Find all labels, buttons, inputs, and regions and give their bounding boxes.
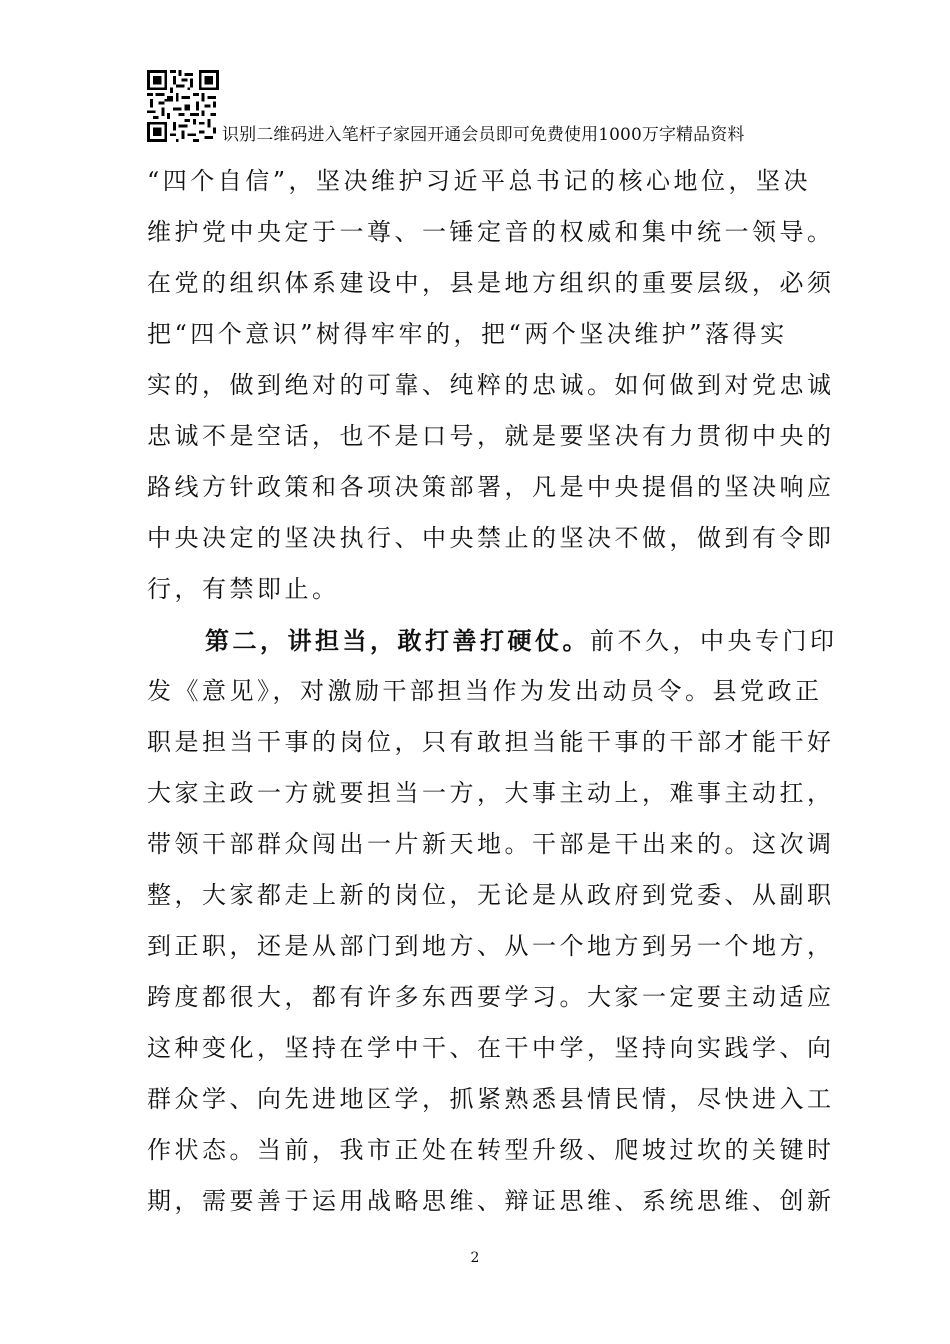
body-line: 行，有禁即止。	[147, 575, 340, 603]
document-body	[147, 156, 838, 1227]
body-line: 在党的组织体系建设中，县是地方组织的重要层级，必须	[147, 269, 835, 297]
body-line: 把“四个意识”树得牢牢的，把“两个坚决维护”落得实	[147, 320, 788, 348]
paragraph-heading: 第二，讲担当，敢打善打硬仗。	[205, 626, 590, 655]
body-line: 路线方针政策和各项决策部署，凡是中央提倡的坚决响应	[147, 473, 835, 501]
body-line: 职是担当干事的岗位，只有敢担当能干事的干部才能干好	[147, 728, 835, 756]
body-line: 期，需要善于运用战略思维、辩证思维、系统思维、创新	[147, 1187, 835, 1215]
body-line: 维护党中央定于一尊、一锤定音的权威和集中统一领导。	[147, 218, 835, 246]
body-line: 中央决定的坚决执行、中央禁止的坚决不做，做到有令即	[147, 524, 835, 552]
body-line: 忠诚不是空话，也不是口号，就是要坚决有力贯彻中央的	[147, 422, 835, 450]
paragraph-heading-rest: 前不久，中央专门印	[590, 627, 838, 655]
body-line: 作状态。当前，我市正处在转型升级、爬坡过坎的关键时	[147, 1136, 835, 1164]
body-line: 群众学、向先进地区学，抓紧熟悉县情民情，尽快进入工	[147, 1085, 835, 1113]
qr-code-icon	[147, 70, 219, 142]
body-line: “四个自信”，坚决维护习近平总书记的核心地位，坚决	[147, 167, 812, 195]
body-line: 整，大家都走上新的岗位，无论是从政府到党委、从副职	[147, 881, 835, 909]
membership-note: 识别二维码进入笔杆子家园开通会员即可免费使用1000万字精品资料	[222, 125, 745, 145]
body-line: 到正职，还是从部门到地方、从一个地方到另一个地方，	[147, 932, 835, 960]
body-line: 带领干部群众闯出一片新天地。干部是干出来的。这次调	[147, 830, 835, 858]
body-line: 实的，做到绝对的可靠、纯粹的忠诚。如何做到对党忠诚	[147, 371, 835, 399]
page-number: 2	[470, 1250, 480, 1266]
paragraph-2-first-line	[147, 615, 838, 666]
body-line: 跨度都很大，都有许多东西要学习。大家一定要主动适应	[147, 983, 835, 1011]
body-line: 这种变化，坚持在学中干、在干中学，坚持向实践学、向	[147, 1034, 835, 1062]
body-line: 大家主政一方就要担当一方，大事主动上，难事主动扛，	[147, 779, 835, 807]
body-line: 发《意见》，对激励干部担当作为发出动员令。县党政正	[147, 677, 823, 705]
